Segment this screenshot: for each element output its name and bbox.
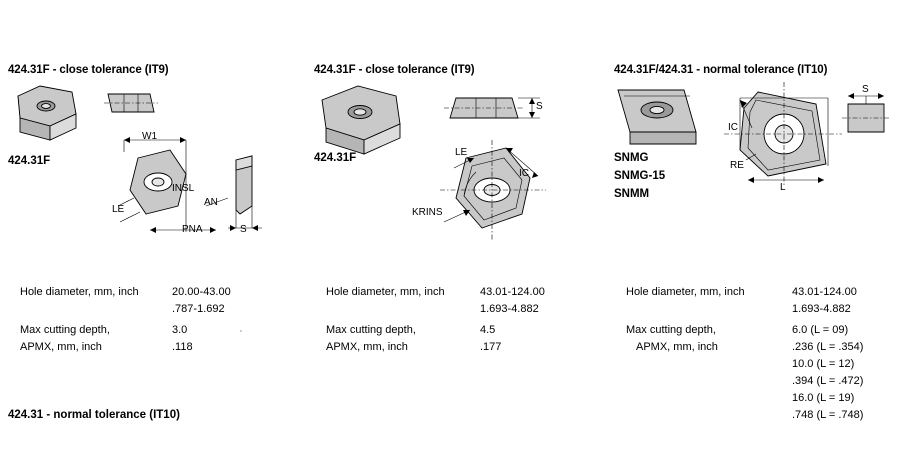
spec-apmx-value2-b: .177 [480,341,502,353]
spec-apmx-value-4: .394 (L = .472) [792,375,864,387]
dim-label-insl: INSL [172,183,195,194]
spec-hole-diameter-label-a: Hole diameter, mm, inch [20,286,139,298]
dim-label-pna: PNA [182,224,203,235]
panel-c-code-snmg: SNMG [614,152,649,164]
dim-label-s-b: S [536,101,543,112]
spec-apmx-value-6: .748 (L = .748) [792,409,864,421]
dim-label-ic-b: IC [519,168,529,179]
spec-apmx-label2-b: APMX, mm, inch [326,341,408,353]
insert-outline-a [118,137,216,233]
spec-apmx-value1-b: 4.5 [480,324,496,336]
spec-apmx-value2-a: .118 [172,341,193,353]
dim-label-krins: KRINS [412,207,443,218]
spec-hole-diameter-value1-b: 43.01-124.00 [480,286,545,298]
panel-c-code-snmm: SNMM [614,188,650,200]
spec-apmx-label2-c: APMX, mm, inch [636,341,718,353]
spec-apmx-label1-a: Max cutting depth, [20,324,110,336]
dim-label-ic-c: IC [728,122,738,133]
insert-side-view-a [206,156,262,231]
dim-label-le: LE [112,204,125,215]
spec-apmx-value-3: 10.0 (L = 12) [792,358,855,370]
insert-3d-iso-a [18,86,76,140]
panel-c-title: 424.31F/424.31 - normal tolerance (IT10) [614,64,828,76]
spec-apmx-label1-c: Max cutting depth, [626,324,716,336]
panel-b-code: 424.31F [314,152,357,164]
spec-hole-diameter-value1-a: 20.00-43.00 [172,286,231,298]
spec-apmx-value-5: 16.0 (L = 19) [792,392,855,404]
spec-hole-diameter-label-b: Hole diameter, mm, inch [326,286,445,298]
insert-top-strip-a [104,94,158,112]
panel-a-title: 424.31F - close tolerance (IT9) [8,64,169,76]
panel-b-graphics [300,0,600,450]
panel-c-code-snmg15: SNMG-15 [614,170,666,182]
spec-hole-diameter-value1-c: 43.01-124.00 [792,286,857,298]
panel-close-tolerance-it9-large [300,0,600,450]
panel-a-footnote: 424.31 - normal tolerance (IT10) [8,409,180,421]
dim-label-s-c: S [862,84,869,95]
spec-apmx-value-1: 6.0 (L = 09) [792,324,849,336]
spec-hole-diameter-label-c: Hole diameter, mm, inch [626,286,745,298]
dim-label-l: L [780,182,786,193]
spec-hole-diameter-value2-c: 1.693-4.882 [792,303,851,315]
insert-3d-iso-b [322,86,400,154]
spec-apmx-value-2: .236 (L = .354) [792,341,864,353]
panel-close-tolerance-it9-small [0,0,300,450]
panel-a-graphics [0,0,300,450]
spec-apmx-label1-b: Max cutting depth, [326,324,416,336]
panel-a-code: 424.31F [8,155,51,167]
insert-sideview-c [842,93,890,132]
spec-hole-diameter-value2-a: .787-1.692 [172,303,225,315]
dim-label-w1: W1 [142,131,157,142]
speck-dot [240,330,242,332]
spec-hole-diameter-value2-b: 1.693-4.882 [480,303,539,315]
panel-normal-tolerance-it10 [600,0,900,450]
dim-label-le-b: LE [455,147,468,158]
dim-label-re: RE [730,160,744,171]
dim-label-s-a: S [240,224,247,235]
panel-b-title: 424.31F - close tolerance (IT9) [314,64,475,76]
insert-3d-square-c [618,90,696,144]
spec-apmx-value1-a: 3.0 [172,324,188,336]
insert-top-strip-b [444,98,540,118]
dim-label-an: AN [204,197,218,208]
spec-apmx-label2-a: APMX, mm, inch [20,341,102,353]
